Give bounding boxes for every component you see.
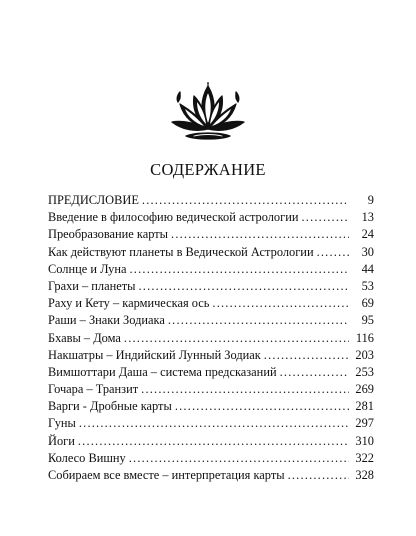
toc-dot-leader <box>317 244 349 261</box>
contents-heading: СОДЕРЖАНИЕ <box>150 160 266 179</box>
toc-entry-title: Гочара – Транзит <box>48 382 139 397</box>
table-of-contents <box>48 192 374 484</box>
toc-entry <box>48 278 374 295</box>
toc-dot-leader <box>288 467 349 484</box>
toc-entry-page: 281 <box>355 399 374 414</box>
toc-dot-leader <box>129 450 349 467</box>
toc-entry-title: Гуны <box>48 416 76 431</box>
toc-entry-title: Раху и Кету – кармическая ось <box>48 296 210 311</box>
toc-entry-title: Колесо Вишну <box>48 450 126 465</box>
toc-entry-page: 69 <box>361 296 374 311</box>
toc-entry-page: 297 <box>355 416 374 431</box>
toc-entry <box>48 415 374 432</box>
toc-entry <box>48 433 374 450</box>
toc-entry <box>48 261 374 278</box>
toc-entry <box>48 450 374 467</box>
toc-entry-title: Солнце и Луна <box>48 261 127 276</box>
toc-entry-page: 328 <box>355 468 374 482</box>
toc-entry-page: 203 <box>355 347 374 362</box>
toc-entry-page: 269 <box>355 382 374 397</box>
toc-dot-leader <box>171 226 349 243</box>
toc-entry-title: Раши – Знаки Зодиака <box>48 313 165 328</box>
toc-entry-page: 53 <box>361 278 374 293</box>
toc-entry-page: 24 <box>361 227 374 242</box>
toc-entry <box>48 467 374 484</box>
toc-dot-leader <box>130 261 350 278</box>
toc-entry-title: Варги - Дробные карты <box>48 399 172 414</box>
toc-entry-title: Преобразование карты <box>48 227 169 242</box>
toc-entry-page: 95 <box>361 313 374 328</box>
toc-dot-leader <box>212 295 349 312</box>
toc-entry <box>48 381 374 398</box>
toc-dot-leader <box>79 415 349 432</box>
toc-dot-leader <box>141 381 349 398</box>
toc-entry-title: Введение в философию ведической астрологии <box>48 210 299 225</box>
toc-entry <box>48 312 374 329</box>
toc-entry <box>48 330 374 347</box>
toc-entry <box>48 192 374 209</box>
toc-entry-title: Бхавы – Дома <box>48 330 121 345</box>
toc-dot-leader <box>175 398 349 415</box>
toc-entry-title: ПРЕДИСЛОВИЕ <box>48 193 139 207</box>
toc-dot-leader <box>78 433 349 450</box>
toc-entry <box>48 209 374 226</box>
toc-entry-page: 9 <box>367 193 374 207</box>
toc-dot-leader <box>168 312 349 329</box>
toc-dot-leader <box>301 209 349 226</box>
toc-entry <box>48 364 374 381</box>
toc-entry-title: Накшатры – Индийский Лунный Зодиак <box>48 347 261 362</box>
toc-entry-title: Собираем все вместе – интерпретация карты <box>48 468 285 482</box>
toc-entry-title: Грахи – планеты <box>48 278 136 293</box>
toc-entry-page: 310 <box>355 433 374 448</box>
toc-entry-page: 253 <box>355 364 374 379</box>
toc-dot-leader <box>138 278 349 295</box>
toc-entry-page: 13 <box>361 210 374 225</box>
toc-entry <box>48 226 374 243</box>
lotus-icon <box>168 82 248 144</box>
toc-entry-title: Вимшоттари Даша – система предсказаний <box>48 364 277 379</box>
toc-entry-page: 116 <box>355 330 374 345</box>
toc-entry-page: 322 <box>355 450 374 465</box>
toc-entry <box>48 244 374 261</box>
toc-entry-page: 44 <box>361 261 374 276</box>
toc-entry <box>48 295 374 312</box>
toc-dot-leader <box>124 330 349 347</box>
toc-entry <box>48 398 374 415</box>
toc-entry-title: Как действуют планеты в Ведической Астрологии <box>48 244 314 259</box>
toc-dot-leader <box>264 347 349 364</box>
toc-dot-leader <box>142 192 349 209</box>
toc-entry-page: 30 <box>361 244 374 259</box>
toc-dot-leader <box>280 364 349 381</box>
toc-entry-title: Йоги <box>48 433 75 448</box>
toc-entry <box>48 347 374 364</box>
